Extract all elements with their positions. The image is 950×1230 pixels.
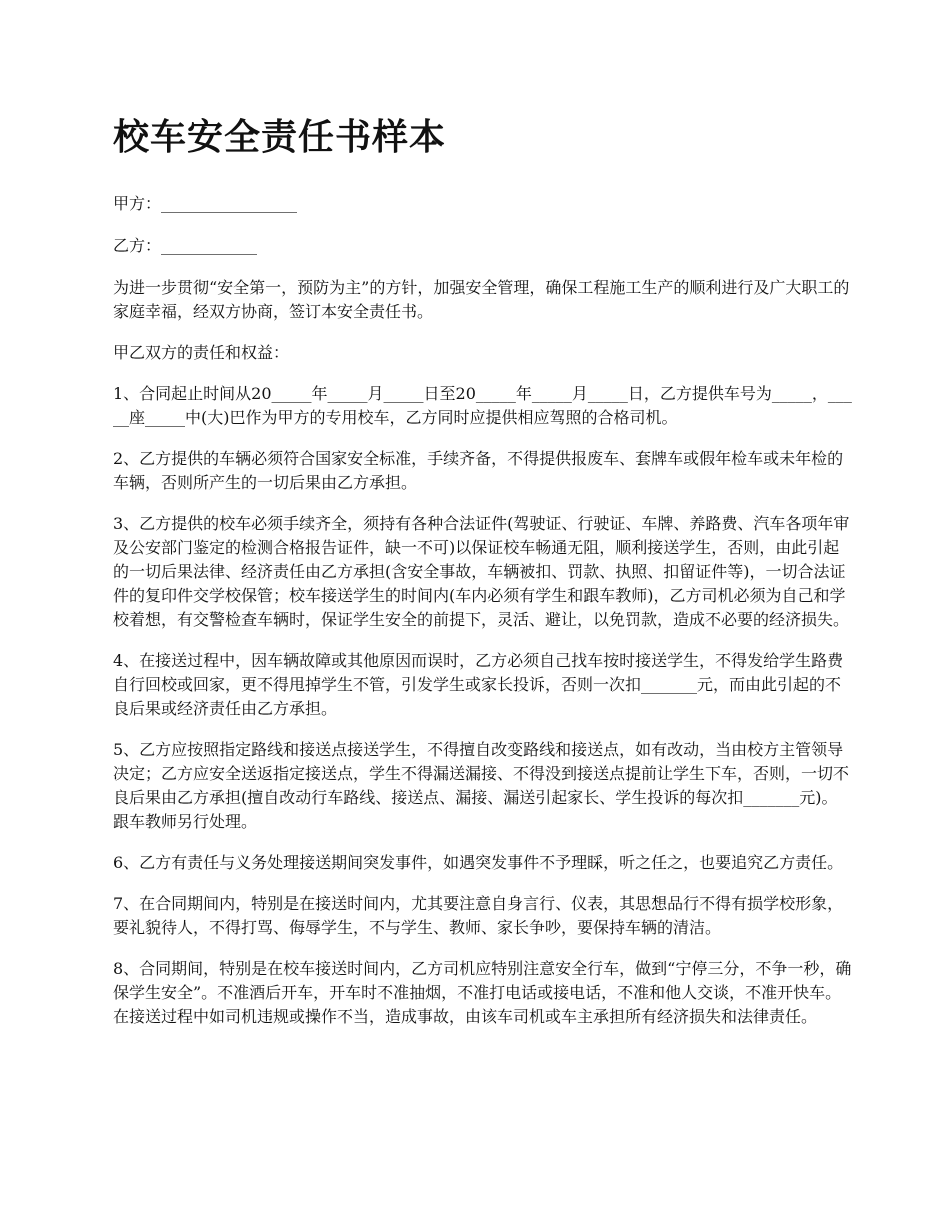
document-title: 校车安全责任书样本 <box>113 117 447 158</box>
party-b-line: 乙方：____________ <box>113 235 258 255</box>
clause-5: 5、乙方应按照指定路线和接送点接送学生，不得擅自改变路线和接送点，如有改动，当由校方主管领导决定；乙方应安全送返指定接送点，学生不得漏送漏接、不得没到接送点提前让学生下车，否则，一切不良后果由乙方承担(擅自改动行车路线、接送点、漏接、漏送引起家长、学生投诉的每次扣_______元)。跟车教师另行处理。 <box>113 739 850 831</box>
clause-6: 6、乙方有责任与义务处理接送期间突发事件，如遇突发事件不予理睬，听之任之，也要追究乙方责任。 <box>113 852 844 872</box>
responsibilities-heading: 甲乙双方的责任和权益： <box>113 342 290 362</box>
party-a-line: 甲方：_________________ <box>113 193 298 213</box>
clause-2: 2、乙方提供的车辆必须符合国家安全标准，手续齐备，不得提供报废车、套牌车或假年检车或未年检的车辆，否则所产生的一切后果由乙方承担。 <box>113 448 844 492</box>
clause-1: 1、合同起止时间从20_____年_____月_____日至20_____年_____月_____日，乙方提供车号为_____，_____座_____中(大)巴作为甲方的专用校车，乙方同时应提供相应驾照的合格司机。 <box>113 383 852 427</box>
clause-7: 7、在合同期间内，特别是在接送时间内，尤其要注意自身言行、仪表，其思想品行不得有损学校形象，要礼貌待人，不得打骂、侮辱学生，不与学生、教师、家长争吵，要保持车辆的清洁。 <box>113 893 844 937</box>
clause-3: 3、乙方提供的校车必须手续齐全，须持有各种合法证件(驾驶证、行驶证、车牌、养路费、汽车各项年审及公安部门鉴定的检测合格报告证件，缺一不可)以保证校车畅通无阻，顺利接送学生，否则，由此引起的一切后果法律、经济责任由乙方承担(含安全事故，车辆被扣、罚款、执照、扣留证件等)，一切合法证件的复印件交学校保管；校车接送学生的时间内(车内必须有学生和跟车教师)，乙方司机必须为自己和学校着想，有交警检查车辆时，保证学生安全的前提下，灵活、避让，以免罚款，造成不必要的经济损失。 <box>113 513 850 629</box>
document-page <box>113 108 853 1046</box>
clause-4: 4、在接送过程中，因车辆故障或其他原因而误时，乙方必须自己找车按时接送学生，不得发给学生路费自行回校或回家，更不得甩掉学生不管，引发学生或家长投诉，否则一次扣_______元，而由此引起的不良后果或经济责任由乙方承担。 <box>113 650 844 718</box>
clause-8: 8、合同期间，特别是在校车接送时间内，乙方司机应特别注意安全行车，做到“宁停三分，不争一秒，确保学生安全”。不准酒后开车，开车时不准抽烟，不准打电话或接电话，不准和他人交谈，不准开快车。在接送过程中如司机违规或操作不当，造成事故，由该车司机或车主承担所有经济损失和法律责任。 <box>113 958 852 1026</box>
intro-paragraph: 为进一步贯彻“安全第一，预防为主”的方针，加强安全管理，确保工程施工生产的顺利进行及广大职工的家庭幸福，经双方协商，签订本安全责任书。 <box>113 277 850 321</box>
